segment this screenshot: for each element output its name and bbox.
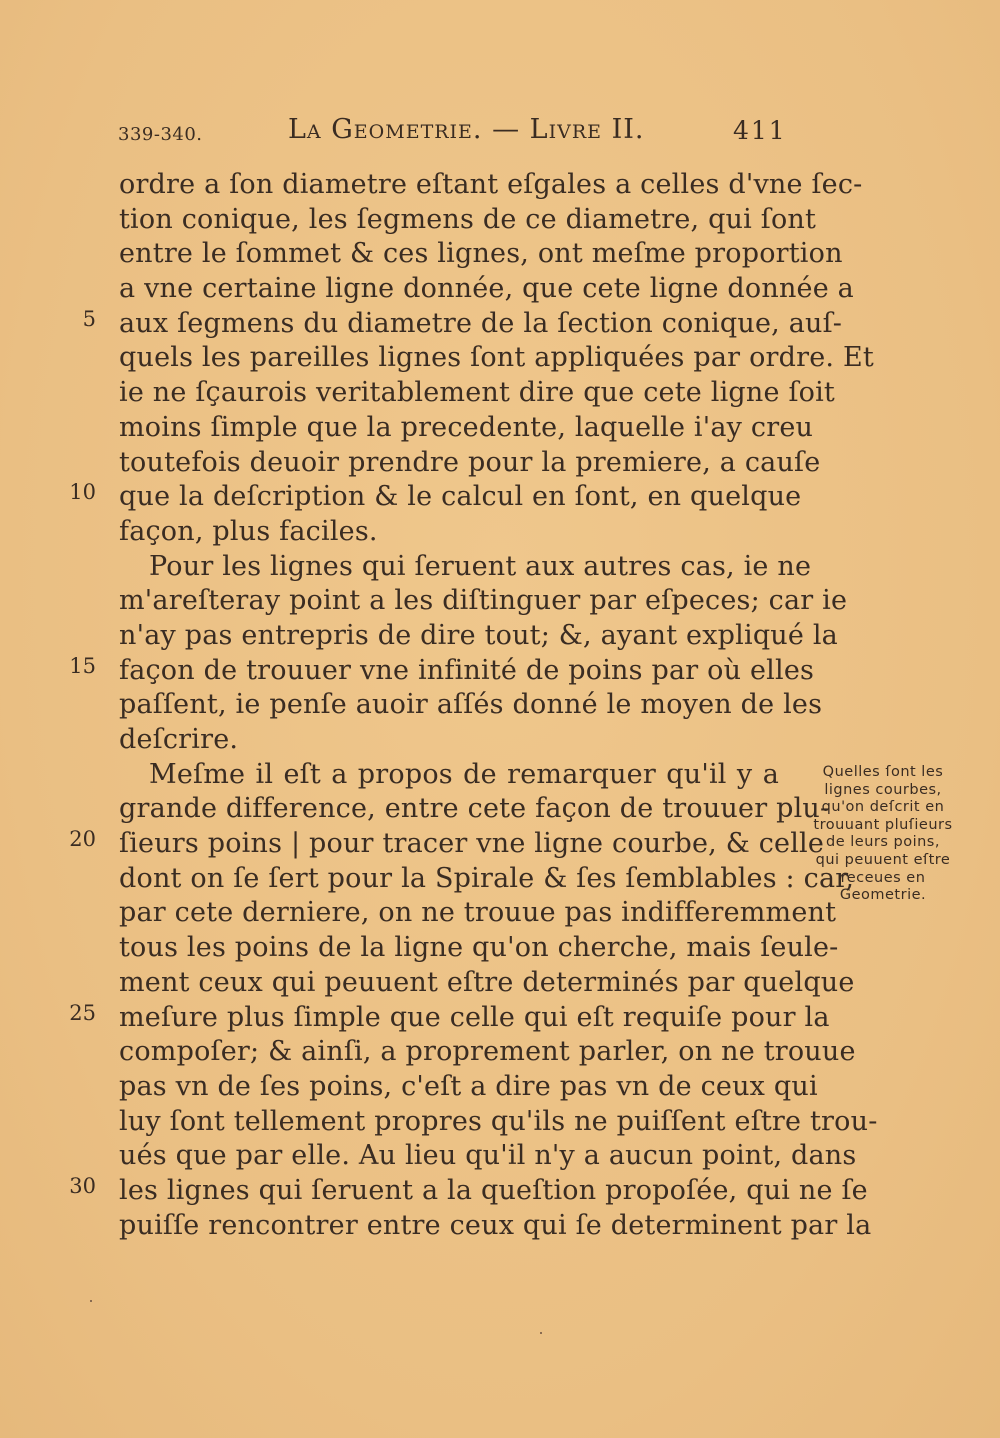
body-line: compoſer; & ainſi, a proprement parler, on ne trouue <box>119 1036 856 1068</box>
body-line: façon, plus faciles. <box>119 515 378 547</box>
page-number: 411 <box>733 116 787 145</box>
body-line: meſure plus ſimple que celle qui eſt requiſe pour la <box>119 1001 830 1033</box>
margin-note-line: Geometrie. <box>839 887 927 904</box>
paper-speck <box>90 1300 92 1302</box>
body-line: Meſme il eſt a propos de remarquer qu'il y a <box>149 758 779 790</box>
header-title: La Geometrie. — Livre II. <box>288 114 645 145</box>
margin-note-line: qu'on deſcrit en <box>821 799 945 816</box>
body-line: que la deſcription & le calcul en ſont, en quelque <box>119 481 802 513</box>
body-line: ſieurs poins | pour tracer vne ligne courbe, & celle <box>119 828 825 860</box>
body-line: par cete derniere, on ne trouue pas indifferemment <box>119 897 837 929</box>
line-number: 15 <box>69 654 96 678</box>
body-line: ment ceux qui peuuent eſtre determinés par quelque <box>119 966 855 998</box>
running-header <box>0 112 1000 152</box>
body-line: deſcrire. <box>119 724 239 755</box>
margin-note-line: de leurs poins, <box>826 834 940 851</box>
margin-note-line: trouuant pluſieurs <box>813 816 953 833</box>
line-number: 10 <box>69 480 96 504</box>
body-line: aux ſegmens du diametre de la ſection conique, auſ- <box>119 307 843 339</box>
line-number: 30 <box>69 1174 96 1198</box>
body-line: ués que par elle. Au lieu qu'il n'y a aucun point, dans <box>119 1140 857 1172</box>
line-number: 5 <box>82 307 96 331</box>
body-line: ie ne ſçaurois veritablement dire que cete ligne ſoit <box>119 377 835 409</box>
margin-note <box>800 764 966 905</box>
paper-speck <box>540 1332 542 1334</box>
body-line: grande difference, entre cete façon de trouuer plu- <box>119 793 830 825</box>
body-line: n'ay pas entrepris de dire tout; &, ayant expliqué la <box>119 619 838 651</box>
body-line: puiſſe rencontrer entre ceux qui ſe determinent par la <box>119 1209 872 1241</box>
body-line: luy ſont tellement propres qu'ils ne puiſſent eſtre trou- <box>119 1105 878 1137</box>
body-line: tous les poins de la ligne qu'on cherche, mais ſeule- <box>119 932 839 964</box>
body-line: les lignes qui ſeruent a la queſtion propoſée, qui ne ſe <box>119 1174 868 1206</box>
body-line: tion conique, les ſegmens de ce diametre, qui ſont <box>119 203 817 235</box>
margin-note-line: qui peuuent eſtre <box>815 851 951 868</box>
line-number: 25 <box>69 1001 96 1025</box>
body-line: moins ſimple que la precedente, laquelle i'ay creu <box>119 411 814 443</box>
body-line: façon de trouuer vne infinité de poins par où elles <box>119 654 815 686</box>
body-line: entre le ſommet & ces lignes, ont meſme proportion <box>119 238 843 270</box>
body-line: toutefois deuoir prendre pour la premiere, a cauſe <box>119 446 821 478</box>
header-page-range: 339-340. <box>118 124 203 145</box>
body-text <box>119 168 878 1243</box>
body-line: a vne certaine ligne donnée, que cete ligne donnée a <box>119 273 854 305</box>
margin-note-line: Quelles ſont les <box>822 764 944 780</box>
margin-note-line: lignes courbes, <box>824 781 942 798</box>
body-line: Pour les lignes qui ſeruent aux autres cas, ie ne <box>149 550 812 582</box>
body-line: ordre a ſon diametre eſtant eſgales a celles d'vne ſec- <box>119 169 863 200</box>
line-number: 20 <box>69 827 96 851</box>
body-line: dont on ſe ſert pour la Spirale & ſes ſemblables : car, <box>119 862 855 894</box>
body-line: pas vn de ſes poins, c'eſt a dire pas vn de ceux qui <box>119 1070 818 1102</box>
body-line: paſſent, ie penſe auoir aſſés donné le moyen de les <box>119 689 823 721</box>
margin-note-line: receues en <box>840 869 926 886</box>
body-line: m'areſteray point a les diſtinguer par eſpeces; car ie <box>119 585 848 617</box>
body-line: quels les pareilles lignes ſont appliquées par ordre. Et <box>119 342 874 374</box>
